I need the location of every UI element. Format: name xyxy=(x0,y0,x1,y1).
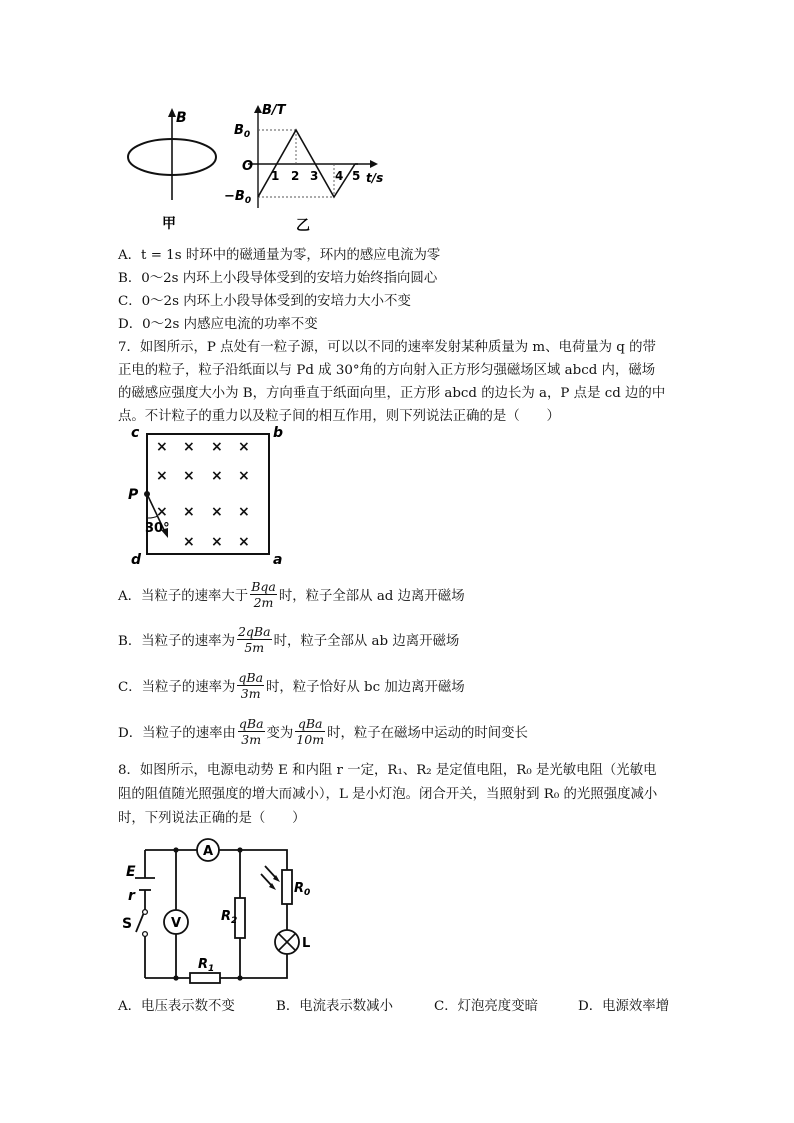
point-P: P xyxy=(128,487,139,503)
q8-line-3: 时，下列说法正确的是（ ） xyxy=(118,811,306,826)
q6-option-c: C．0～2s 内环上小段导体受到的安培力大小不变 xyxy=(118,294,411,309)
label-B: B xyxy=(176,110,187,126)
svg-text:E: E xyxy=(126,864,136,880)
tick-4: 4 xyxy=(335,169,344,183)
q8-option-d: D．电源效率增 xyxy=(578,999,670,1014)
fraction-d1: $\frac{\text{qBa}}{3m}$ xyxy=(238,716,264,747)
q7-line-1: 7．如图所示，P 点处有一粒子源，可以以不同的速率发射某种质量为 m、电荷量为 q 的带 xyxy=(118,340,656,355)
q8-option-a: A．电压表示数不变 xyxy=(118,999,235,1014)
axis-y-label: B/T xyxy=(262,103,286,118)
svg-text:×: × xyxy=(156,439,168,455)
q8-option-b: B．电流表示数减小 xyxy=(276,999,393,1014)
svg-text:A: A xyxy=(203,844,214,859)
b0-label: $B_0$ xyxy=(234,123,251,140)
svg-text:R0: $R_0$ xyxy=(294,881,311,898)
svg-text:×: × xyxy=(238,504,250,520)
svg-text:×: × xyxy=(211,468,223,484)
resistor-r1 xyxy=(190,973,220,983)
svg-text:×: × xyxy=(238,534,250,550)
q7-line-4: 点。不计粒子的重力以及粒子间的相互作用，则下列说法正确的是（ ） xyxy=(118,409,560,424)
q7-option-a: A．当粒子的速率大于 $\frac{\text{Bqa}}{2m}$ 时，粒子全部从 ad 边离开磁场 xyxy=(118,579,465,610)
svg-text:×: × xyxy=(211,439,223,455)
fraction-c: $\frac{\text{qBa}}{3m}$ xyxy=(238,670,264,701)
q6-option-a: A．t = 1s 时环中的磁通量为零，环内的感应电流为零 xyxy=(118,248,441,263)
corner-b: b xyxy=(273,425,284,441)
q7-option-d: D．当粒子的速率由 $\frac{\text{qBa}}{3m}$ 变为 $\frac{\text{qBa}}{10m}$ 时，粒子在磁场中运动的时间变长 xyxy=(118,716,528,747)
q8-line-2: 阻的阻值随光照强度的增大而减小），L 是小灯泡。闭合开关，当照射到 R₀ 的光照强度减小 xyxy=(118,787,658,802)
angle-label: 30° xyxy=(145,521,170,536)
fraction-d2: $\frac{\text{qBa}}{10m}$ xyxy=(296,716,325,747)
label-jia: 甲 xyxy=(162,216,176,232)
svg-text:×: × xyxy=(156,504,168,520)
label-yi: 乙 xyxy=(296,218,310,234)
tick-1: 1 xyxy=(271,169,280,183)
corner-a: a xyxy=(273,552,283,568)
q7-line-3: 的磁感应强度大小为 B，方向垂直于纸面向里，正方形 abcd 的边长为 a，P 点是 cd 边的中 xyxy=(118,386,666,401)
fraction-a: $\frac{\text{Bqa}}{2m}$ xyxy=(251,579,276,610)
q6-option-d: D．0～2s 内感应电流的功率不变 xyxy=(118,317,318,332)
svg-text:r: r xyxy=(128,888,135,904)
q8-option-c: C．灯泡亮度变暗 xyxy=(434,999,538,1014)
q6-option-b: B．0～2s 内环上小段导体受到的安培力始终指向圆心 xyxy=(118,271,438,286)
svg-text:×: × xyxy=(211,534,223,550)
svg-text:×: × xyxy=(183,439,195,455)
q7-line-2: 正电的粒子，粒子沿纸面以与 Pd 成 30°角的方向射入正方形匀强磁场区域 abcd 内，磁场 xyxy=(118,363,656,378)
svg-text:×: × xyxy=(156,468,168,484)
svg-text:R2: $R_2$ xyxy=(221,909,238,926)
corner-c: c xyxy=(131,425,140,441)
svg-text:×: × xyxy=(238,439,250,455)
svg-text:S: S xyxy=(122,916,133,932)
b-arrow-head xyxy=(168,108,176,117)
q7-option-c: C．当粒子的速率为 $\frac{\text{qBa}}{3m}$ 时，粒子恰好从 bc 加边离开磁场 xyxy=(118,670,465,701)
figure-q6 xyxy=(110,100,410,240)
neg-b0-label: $-B_0$ xyxy=(224,189,252,206)
origin-label: O xyxy=(242,159,254,174)
svg-text:×: × xyxy=(183,534,195,550)
tick-5: 5 xyxy=(352,169,361,183)
tick-2: 2 xyxy=(291,169,300,183)
tick-3: 3 xyxy=(310,169,319,183)
corner-d: d xyxy=(131,552,142,568)
q8-line-1: 8．如图所示，电源电动势 E 和内阻 r 一定，R₁、R₂ 是定值电阻，R₀ 是光敏电阻（光敏电 xyxy=(118,763,657,778)
svg-text:×: × xyxy=(211,504,223,520)
svg-text:×: × xyxy=(183,504,195,520)
q7-option-b: B．当粒子的速率为 $\frac{\text{2qBa}}{5m}$ 时，粒子全部从 ab 边离开磁场 xyxy=(118,624,460,655)
svg-text:×: × xyxy=(183,468,195,484)
figure-q8-circuit xyxy=(118,834,318,994)
svg-text:L: L xyxy=(302,936,311,951)
fraction-b: $\frac{\text{2qBa}}{5m}$ xyxy=(237,624,271,655)
axis-x-label: t/s xyxy=(366,171,384,185)
svg-text:R1: $R_1$ xyxy=(198,957,215,974)
magnetic-field-crosses xyxy=(156,439,250,550)
svg-text:V: V xyxy=(171,916,182,931)
svg-text:×: × xyxy=(238,468,250,484)
photoresistor-r0 xyxy=(282,870,292,904)
figure-q7 xyxy=(125,422,295,570)
